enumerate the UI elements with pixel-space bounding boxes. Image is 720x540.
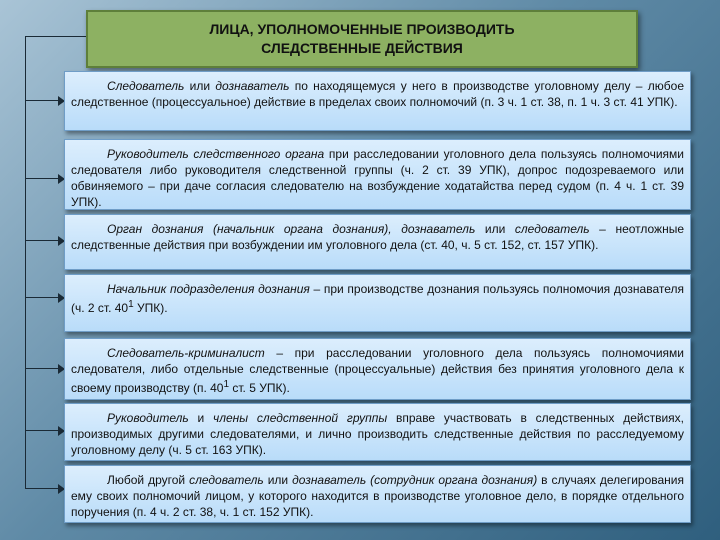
title-line-1: ЛИЦА, УПОЛНОМОЧЕННЫЕ ПРОИЗВОДИТЬ <box>209 21 515 37</box>
diagram-title <box>86 10 638 68</box>
item-forensic-investigator <box>64 338 691 400</box>
item-text <box>71 472 684 520</box>
item-emphasis: дознаватель (сотрудник органа дознания) <box>292 473 538 487</box>
item-emphasis: члены следственной группы <box>213 411 388 425</box>
item-emphasis: дознаватель <box>215 79 290 93</box>
item-text-part: УПК). <box>133 301 168 315</box>
item-investigative-group <box>64 403 691 461</box>
item-text-part: вправе участвовать в следственных действиях, производимых другими следователями, и лично производить следственные действия по расследуемому уголовному делу (ч. 5 ст. 163 УПК). <box>71 411 684 457</box>
connector-trunk <box>25 36 26 488</box>
item-text-part: или <box>184 79 216 93</box>
connector-item-1 <box>25 100 60 101</box>
item-emphasis: Орган дознания (начальник органа дознания), дознаватель <box>107 222 476 236</box>
item-inquiry-body <box>64 214 691 270</box>
title-line-2: СЛЕДСТВЕННЫЕ ДЕЙСТВИЯ <box>261 40 463 56</box>
item-text-part: или <box>263 473 293 487</box>
connector-item-7 <box>25 488 60 489</box>
item-delegated-investigator <box>64 465 691 523</box>
item-text <box>71 281 684 316</box>
item-text-part: ст. 5 УПК). <box>229 381 290 395</box>
item-head-of-investigative-body <box>64 139 691 210</box>
item-emphasis: Следователь-криминалист <box>107 346 265 360</box>
item-text-part: по находящемуся у него в производстве уголовному делу – любое следственное (процессуальное) действие в пределах своих полномочий (п. 3 ч. 1 ст. 38, п. 1 ч. 3 ст. 41 УПК). <box>71 79 685 109</box>
item-superscript: 1 <box>223 379 230 390</box>
connector-title <box>25 36 86 37</box>
item-text-part: – при расследовании уголовного дела пользуясь полномочиями следователя, либо отдельные следственные (процессуальные) действия без принятия уголовного дела к своему производству (п. 40 <box>71 346 684 395</box>
connector-item-3 <box>25 240 60 241</box>
connector-item-6 <box>25 430 60 431</box>
item-text-part: – неотложные следственные действия при возбуждении им уголовного дела (ст. 40, ч. 5 ст. 152, ст. 157 УПК). <box>71 222 685 252</box>
item-superscript: 1 <box>128 299 134 310</box>
connector-item-5 <box>25 368 60 369</box>
item-emphasis: следователь <box>189 473 264 487</box>
item-emphasis: Руководитель следственного органа <box>107 147 325 161</box>
connector-item-2 <box>25 178 60 179</box>
connector-item-4 <box>25 297 60 298</box>
item-text <box>71 146 684 210</box>
item-emphasis: Руководитель <box>107 411 189 425</box>
item-text-part: и <box>188 411 214 425</box>
item-text <box>71 78 684 110</box>
item-text <box>71 345 684 396</box>
item-head-of-inquiry-unit <box>64 274 691 332</box>
item-emphasis: Следователь <box>107 79 185 93</box>
item-emphasis: следователь <box>514 222 590 236</box>
item-emphasis: Начальник подразделения дознания <box>107 282 310 296</box>
item-text <box>71 410 684 458</box>
item-text-part: в случаях делегирования ему своих полномочий лицом, у которого находится в производстве уголовное дело, в порядке отдельного поручения (п. 4 ч. 2 ст. 38, ч. 1 ст. 152 УПК). <box>71 473 685 519</box>
item-text <box>71 221 684 253</box>
item-text-part: при расследовании уголовного дела пользуясь полномочиями следователя либо руководителя следственной группы (ч. 2 ст. 39 УПК), допрос подозреваемого или обвиняемого – при даче согласия следователю на возбуждение ходатайства перед судом (п. 4 ч. 1 ст. 39 УПК). <box>71 147 684 209</box>
item-investigator-or-inquirer <box>64 71 691 131</box>
item-text-part: – при производстве дознания пользуясь полномочия дознавателя (ч. 2 ст. 40 <box>71 282 684 315</box>
item-text-part: Любой другой <box>107 473 190 487</box>
item-text-part: или <box>475 222 515 236</box>
